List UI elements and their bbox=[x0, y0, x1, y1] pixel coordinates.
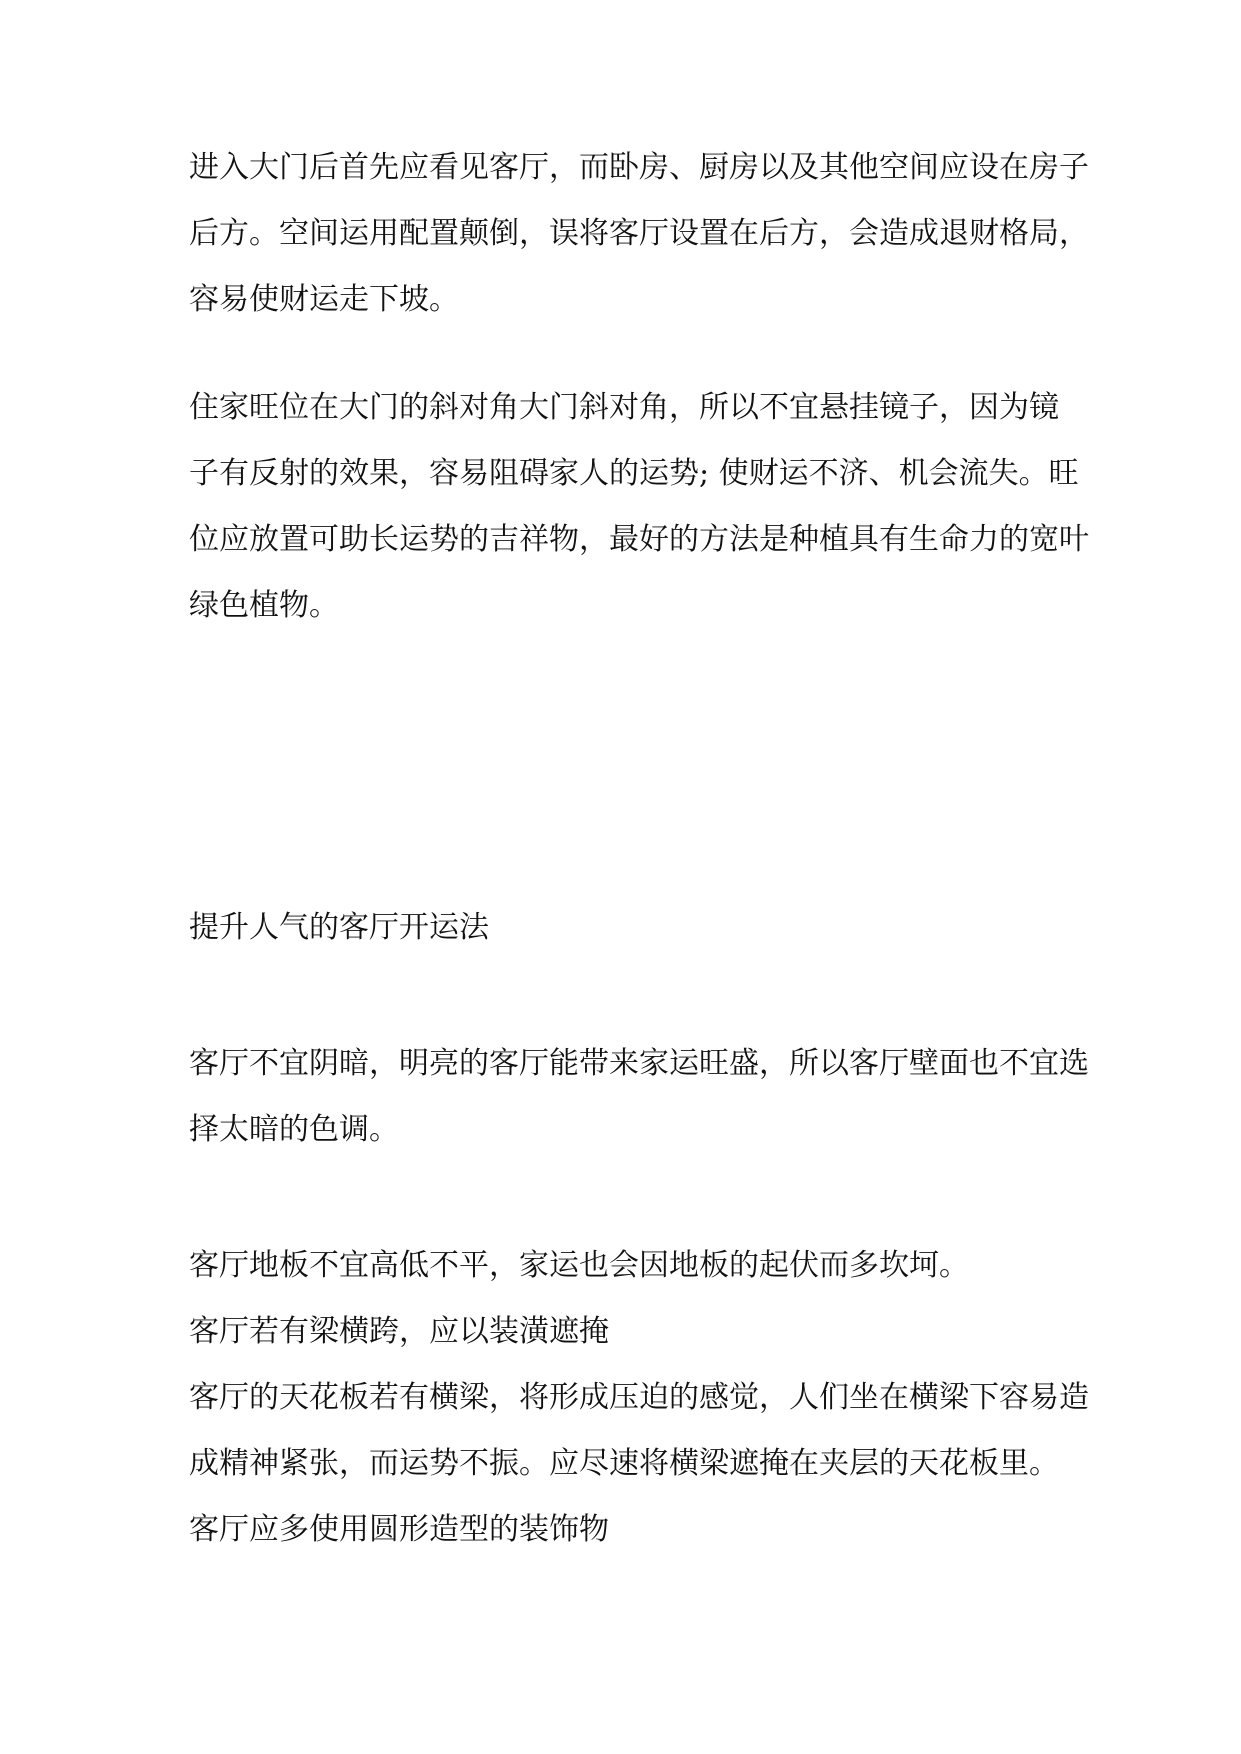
paragraph-5-line-1: 客厅的天花板若有横梁，将形成压迫的感觉，人们坐在横梁下容易造 bbox=[189, 1380, 1089, 1415]
paragraph-2-line-3: 位应放置可助长运势的吉祥物，最好的方法是种植具有生命力的宽叶 bbox=[189, 522, 1089, 557]
paragraph-2-line-4: 绿色植物。 bbox=[189, 588, 339, 623]
paragraph-5-line-2: 成精神紧张，而运势不振。应尽速将横梁遮掩在夹层的天花板里。 bbox=[189, 1446, 1059, 1481]
paragraph-2-line-2: 子有反射的效果，容易阻碍家人的运势; 使财运不济、机会流失。旺 bbox=[189, 456, 1079, 491]
subheading-round: 客厅应多使用圆形造型的装饰物 bbox=[189, 1512, 609, 1547]
section-heading: 提升人气的客厅开运法 bbox=[189, 910, 489, 945]
paragraph-3-line-1: 客厅不宜阴暗，明亮的客厅能带来家运旺盛，所以客厅壁面也不宜选 bbox=[189, 1046, 1089, 1081]
paragraph-4: 客厅地板不宜高低不平，家运也会因地板的起伏而多坎坷。 bbox=[189, 1248, 969, 1283]
subheading-beam: 客厅若有梁横跨，应以装潢遮掩 bbox=[189, 1314, 609, 1349]
paragraph-1-line-1: 进入大门后首先应看见客厅，而卧房、厨房以及其他空间应设在房子 bbox=[189, 150, 1089, 185]
paragraph-1-line-2: 后方。空间运用配置颠倒，误将客厅设置在后方，会造成退财格局， bbox=[189, 216, 1089, 251]
paragraph-3-line-2: 择太暗的色调。 bbox=[189, 1112, 399, 1147]
paragraph-1-line-3: 容易使财运走下坡。 bbox=[189, 282, 459, 317]
paragraph-2-line-1: 住家旺位在大门的斜对角大门斜对角，所以不宜悬挂镜子，因为镜 bbox=[189, 390, 1059, 425]
